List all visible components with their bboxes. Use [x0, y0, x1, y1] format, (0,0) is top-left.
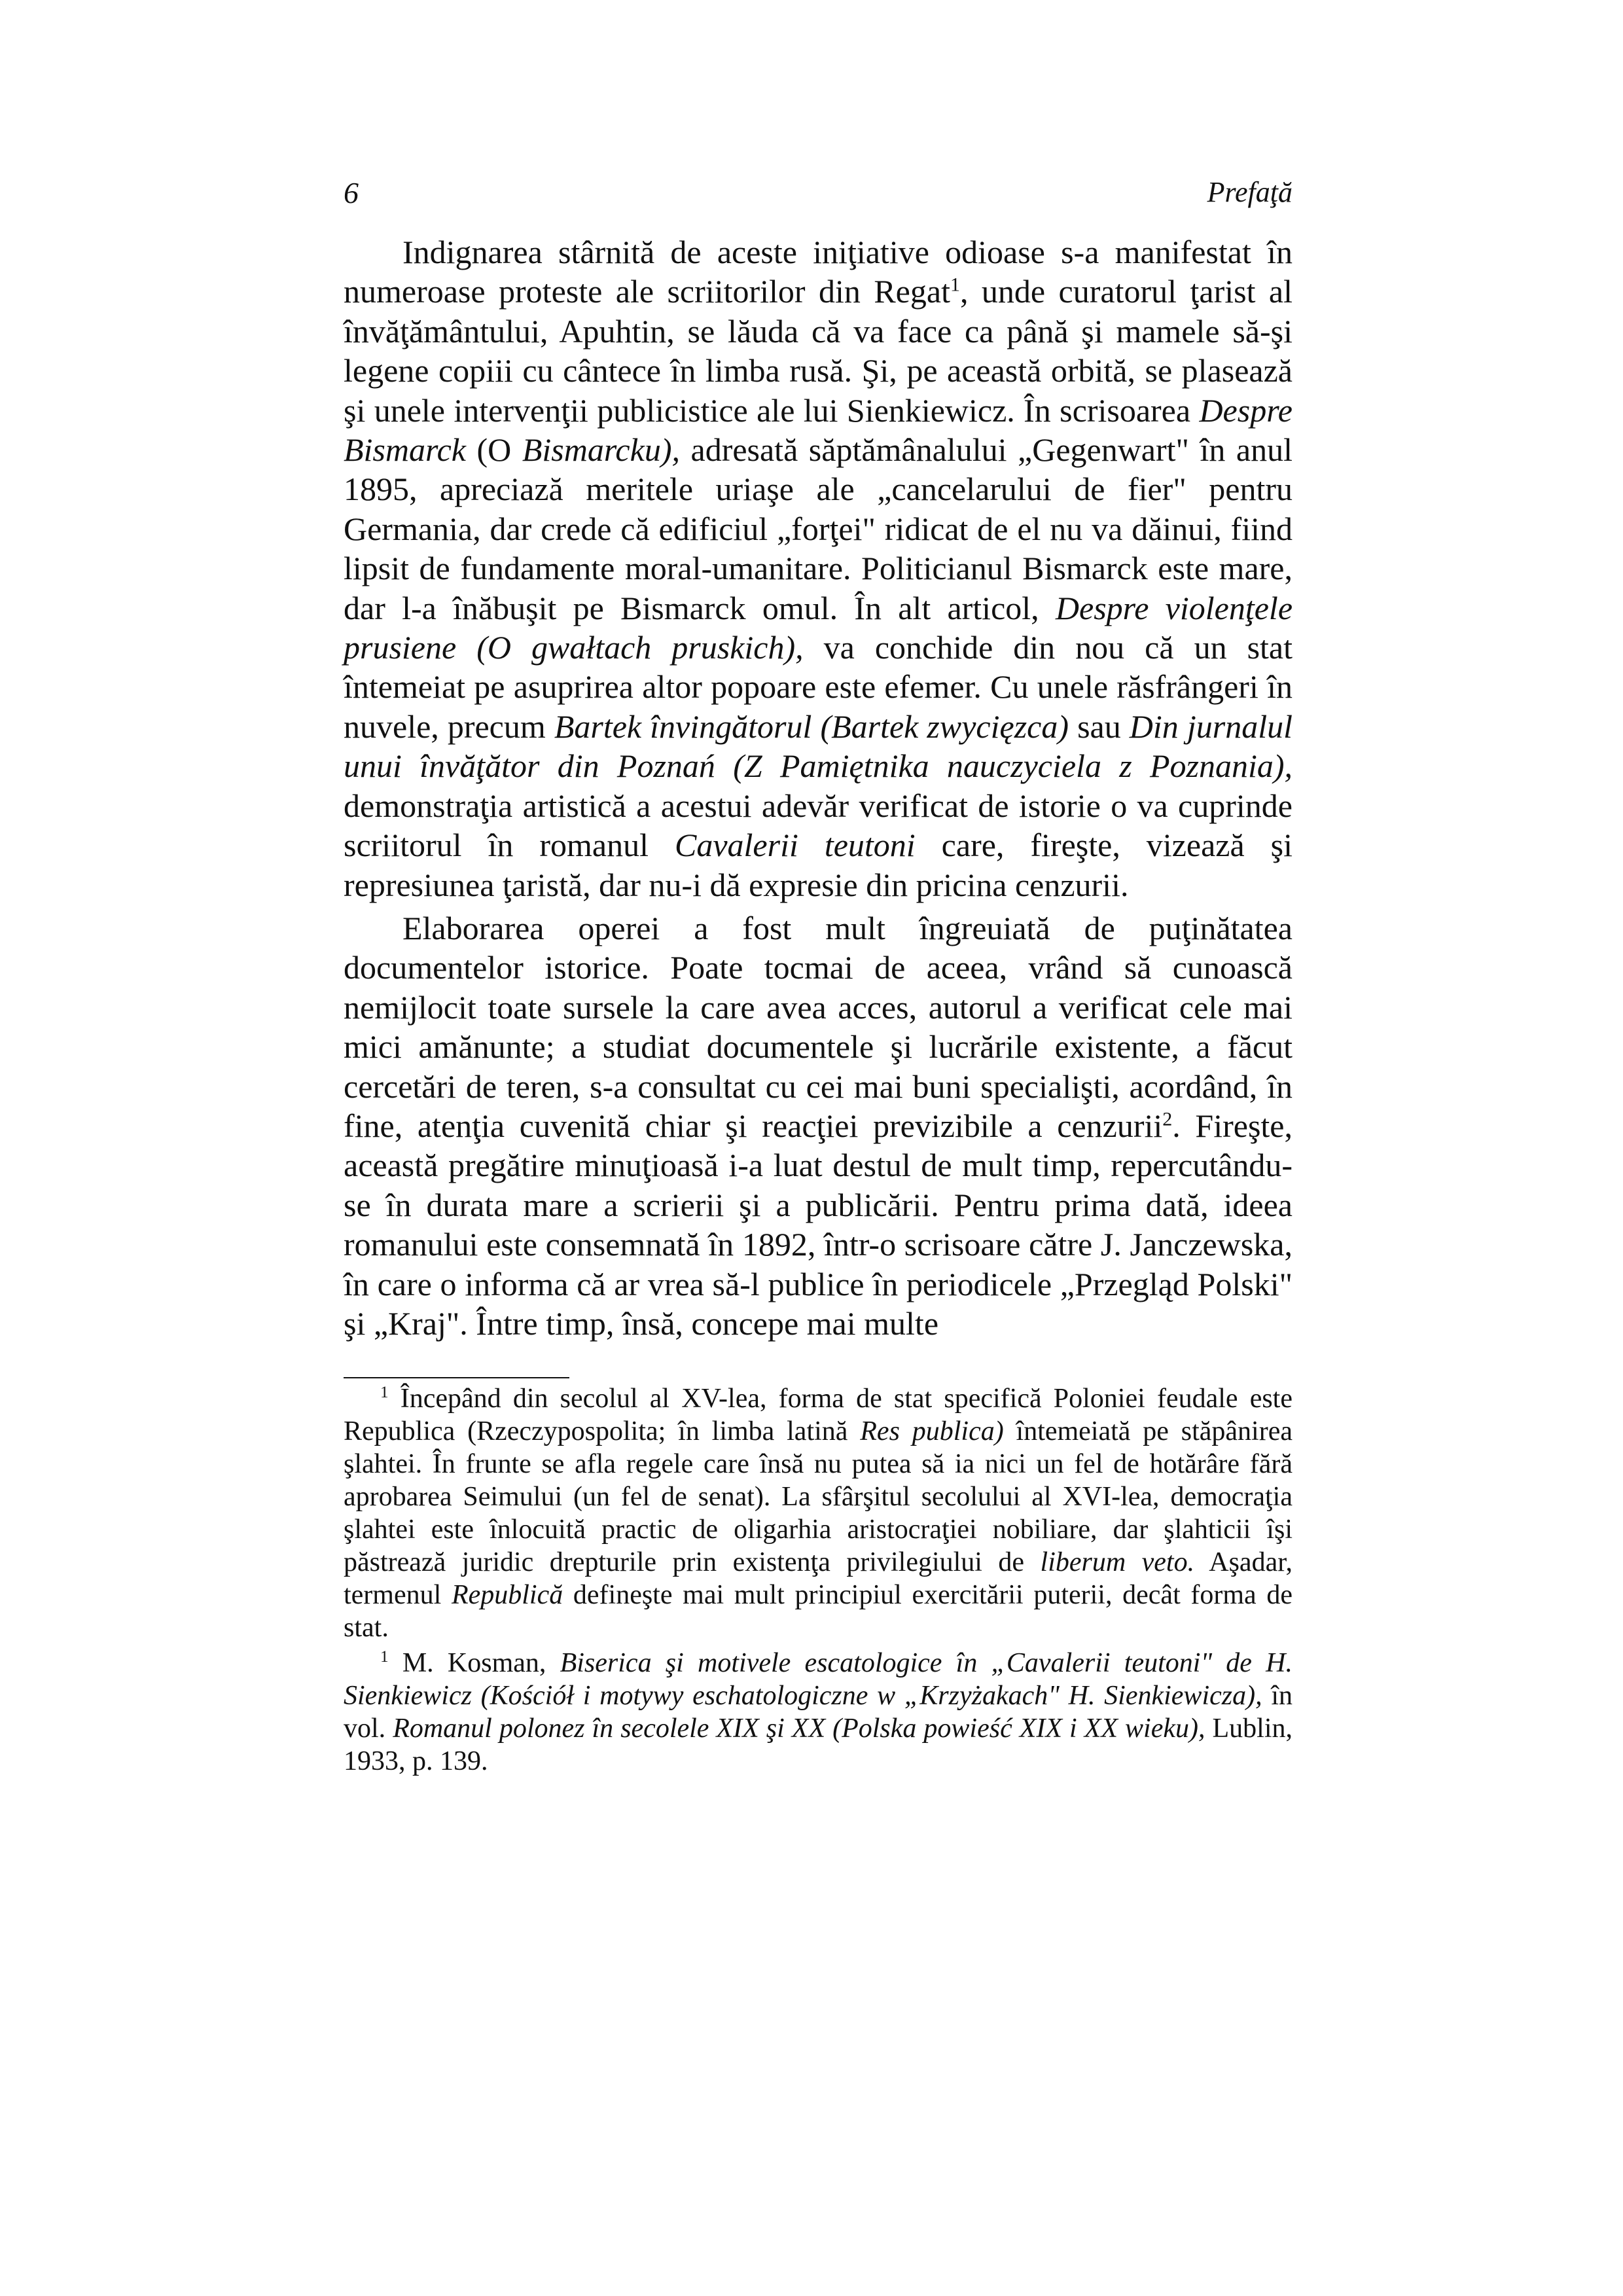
italic-text: Bartek învingătorul (Bartek zwycięzca) [554, 708, 1069, 745]
italic-text: Biserica şi motivele escatologice în „Cavalerii teutoni" de H. Sienkiewicz (Kościół i motywy eschatologiczne w „Krzyżakach" H. Sienkiewicza), [344, 1648, 1293, 1711]
running-title: Prefaţă [1207, 176, 1293, 208]
text-run: demonstraţia artistică a acestui adevăr verificat de istorie o va cuprinde scriitorul în romanul [344, 787, 1293, 864]
text-run: sau [1069, 708, 1130, 745]
text-run: defineşte mai mult principiul exercitării puterii, decât forma de stat. [344, 1580, 1293, 1643]
text-run: , unde curatorul ţarist al învăţământului, Apuhtin, se lăuda că va face ca până şi mamele să-şi legene copiii cu cântece în limba rusă. Şi, pe această orbită, se plasează şi unele intervenţii publicistice ale lui Sienkiewicz. În scrisoarea [344, 273, 1293, 429]
text-run: Indignarea stârnită de aceste iniţiative odioase s-a manifestat în numeroase proteste ale scriitorilor din Regat [344, 234, 1293, 310]
footnotes [344, 1382, 1293, 1778]
italic-text: Romanul polonez în secolele XIX şi XX (Polska powieść XIX i XX wieku), [393, 1713, 1205, 1744]
text-run: în vol. [344, 1681, 1293, 1744]
text-run: întemeiată pe stăpânirea şlahtei. În frunte se afla regele care însă nu putea să ia nici un fel de hotărâre fără aprobarea Seimului (un fel de senat). La sfârşitul secolului al XVI-lea, democraţia şlahtei este înlocuită practic de oligarhia aristocraţiei nobiliare, dar şlahticii îşi păstrează juridic drepturile prin existenţa privilegiului de [344, 1416, 1293, 1577]
italic-text: Bismarcku), [522, 431, 680, 469]
italic-text: Republică [451, 1580, 563, 1610]
footnote-ref: 2 [1162, 1108, 1173, 1130]
text-run: adresată săptămânalului „Gegenwart" în anul 1895, apreciază meritele uriaşe ale „cancelarului de fier" pentru Germania, dar crede că edificiul „forţei" ridicat de el nu va dăinui, fiind lipsit de fundamente moral-umanitare. Politicianul Bismarck este mare, dar l-a înăbuşit pe Bismarck omul. În alt articol, [344, 431, 1293, 626]
footnote [344, 1382, 1293, 1644]
text-run: (O [466, 431, 522, 469]
text-run: Elaborarea operei a fost mult îngreuiată de puţinătatea documentelor istorice. Poate tocmai de aceea, vrând să cunoască nemijlocit toate sursele la care avea acces, autorul a verificat cele mai mici amănunte; a studiat documentele şi lucrările existente, a făcut cercetări de teren, s-a consultat cu cei mai buni specialişti, acordând, în fine, atenţia cuvenită chiar şi reacţiei previzibile a cenzurii [344, 909, 1293, 1144]
footnote-separator [344, 1377, 569, 1378]
text-run: Aşadar, termenul [344, 1547, 1293, 1610]
text-run: care, fireşte, vizează şi represiunea ţaristă, dar nu-i dă expresie din pricina cenzurii. [344, 827, 1293, 903]
italic-text: Despre Bismarck [344, 391, 1293, 469]
paragraph [344, 908, 1293, 1343]
italic-text: Din jurnalul unui învăţător din Poznań (Z Pamiętnika nauczyciela z Poznania), [344, 708, 1293, 785]
footnote-ref: 1 [380, 1648, 389, 1666]
italic-text: Res publica) [860, 1416, 1004, 1446]
italic-text: liberum veto. [1040, 1547, 1195, 1577]
italic-text: Despre violenţele prusiene (O gwałtach pruskich), [344, 589, 1293, 666]
footnote-ref: 1 [380, 1384, 389, 1401]
paragraph [344, 232, 1293, 905]
text-run: . Fireşte, această pregătire minuţioasă i-a luat destul de mult timp, repercutându-se în durata mare a scrierii şi a publicării. Pentru prima dată, ideea romanului este consemnată în 1892, într-o scrisoare către J. Janczewska, în care o informa că ar vrea să-l publice în periodicele „Przegląd Polski" şi „Kraj". Între timp, însă, concepe mai multe [344, 1107, 1293, 1342]
page-number: 6 [344, 176, 359, 209]
footnote-ref: 1 [950, 274, 960, 296]
main-text [344, 232, 1293, 1343]
italic-text: Cavalerii teutoni [674, 827, 916, 864]
page-header [344, 175, 1293, 221]
text-run: va conchide din nou că un stat întemeiat pe asuprirea altor popoare este efemer. Cu unele răsfrângeri în nuvele, precum [344, 629, 1293, 745]
text-run: Lublin, 1933, p. 139. [344, 1713, 1293, 1776]
text-run: M. Kosman, [388, 1648, 560, 1678]
footnote [344, 1647, 1293, 1778]
text-run: Începând din secolul al XV-lea, forma de stat specifică Poloniei feudale este Republica (Rzeczypospolita; în limba latină [344, 1384, 1293, 1446]
